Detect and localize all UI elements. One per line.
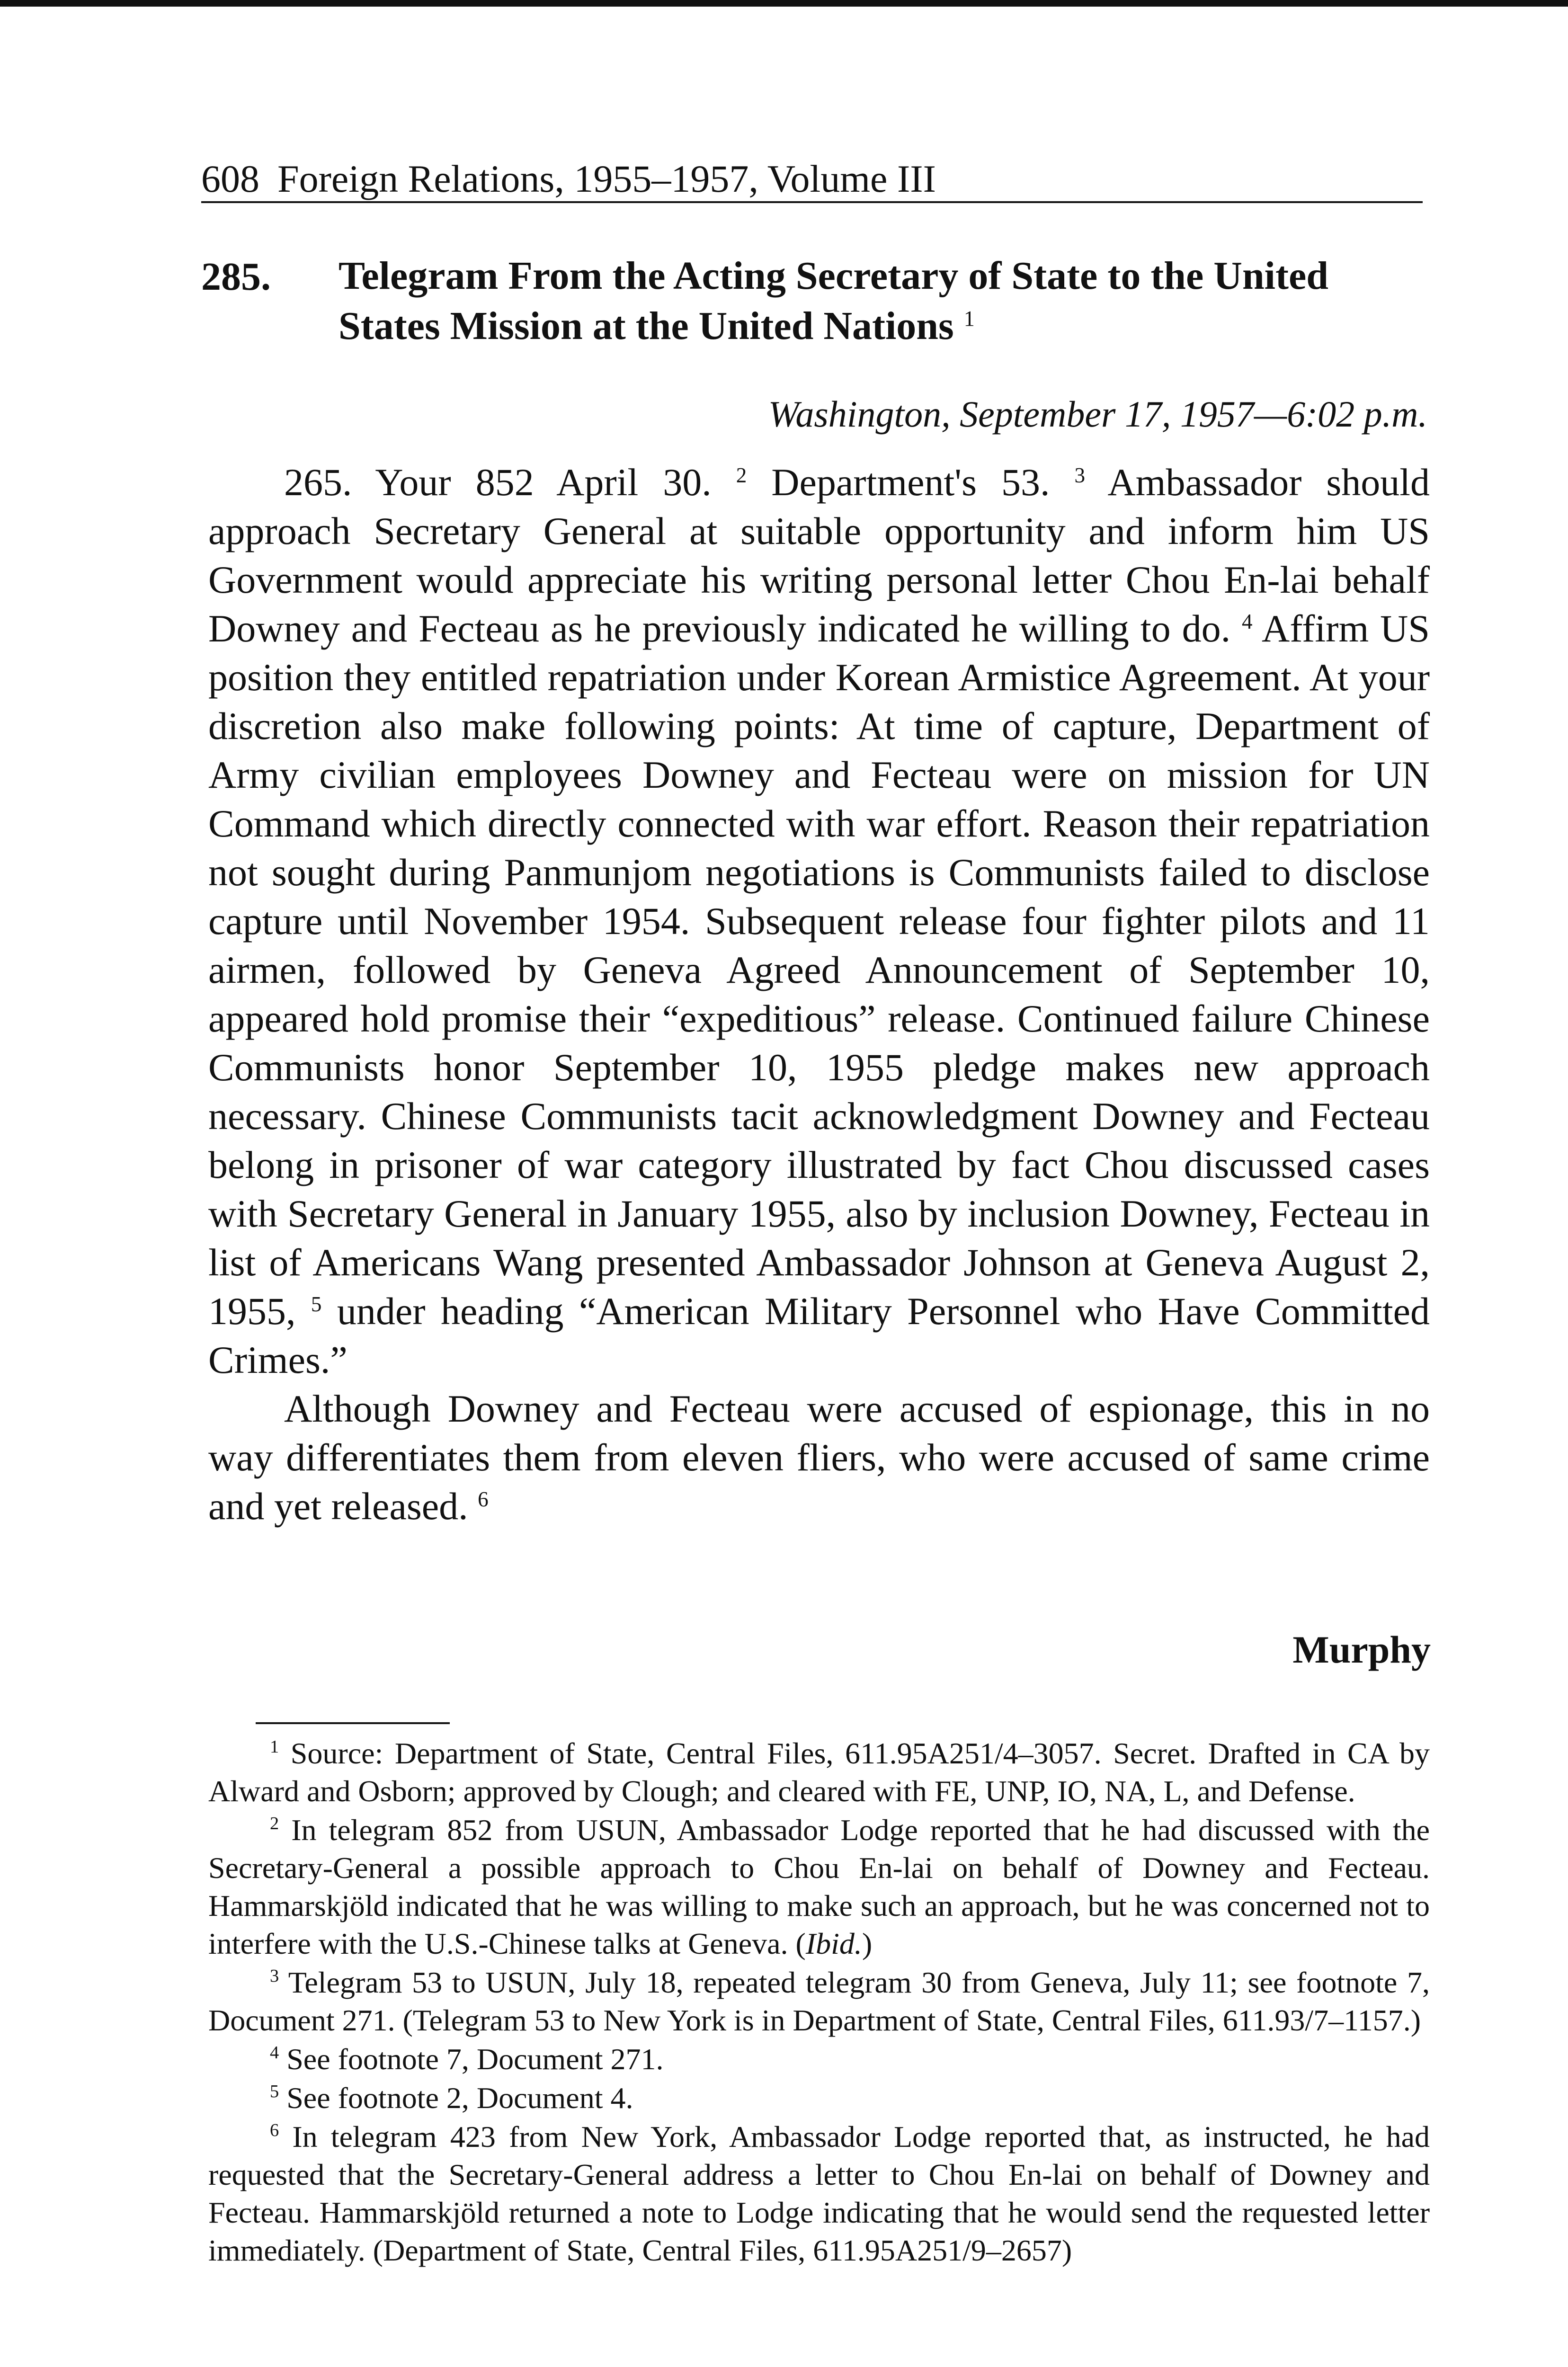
footnote-mark: 2 xyxy=(270,1813,279,1833)
body-paragraph xyxy=(208,458,1430,1384)
footnotes xyxy=(208,1735,1430,2270)
footnote xyxy=(208,1811,1430,1963)
footnote-ref: 3 xyxy=(1074,463,1085,487)
scan-edge-bar xyxy=(0,0,1568,7)
footnote xyxy=(208,2118,1430,2269)
page-number: 608 xyxy=(201,157,259,200)
signature: Murphy xyxy=(1292,1628,1431,1671)
document-title xyxy=(339,251,1427,351)
header-rule xyxy=(201,201,1423,203)
running-title: Foreign Relations, 1955–1957, Volume III xyxy=(277,157,936,200)
footnote-rule xyxy=(256,1722,450,1724)
footnote-text: See footnote 7, Document 271. xyxy=(286,2042,664,2076)
footnote-mark: 6 xyxy=(270,2120,279,2140)
footnote-text: Telegram 53 to USUN, July 18, repeated telegram 30 from Geneva, July 11; see footnote 7, Document 271. (Telegram 53 to New York is in Department of State, Central Files, 611.93/7–1157.) xyxy=(208,1966,1430,2037)
footnote-ref: 2 xyxy=(736,463,747,487)
body-sentence: Although Downey and Fecteau were accused of espionage, this in no way differentiates them from eleven fliers, who were accused of same crime and yet released. xyxy=(208,1387,1430,1528)
footnote xyxy=(208,2040,1430,2078)
body-sentence: Affirm US position they entitled repatriation under Korean Armistice Agreement. At your discretion also make following points: At time of capture, Department of Army civilian employees Downey and Fecteau were on mission for UN Command which directly connected with war effort. Reason their repatriation not sought during Panmunjom negotiations is Communists failed to disclose capture until November 1954. Subsequent release four fighter pilots and 11 airmen, followed by Geneva Agreed Announcement of September 10, appeared hold promise their “expeditious” release. Continued failure Chinese Communists honor September 10, 1955 pledge makes new approach necessary. Chinese Communists tacit acknowledgment Downey and Fecteau belong in prisoner of war category illustrated by fact Chou discussed cases with Secretary General in January 1955, also by inclusion Downey, Fecteau in list of Americans Wang presented Ambassador Johnson at Geneva August 2, 1955, xyxy=(208,607,1430,1333)
telegram-body xyxy=(208,458,1430,1531)
footnote-ibid: Ibid. xyxy=(805,1927,862,1960)
document-title-text: Telegram From the Acting Secretary of State to the United States Mission at the United Nations xyxy=(339,254,1328,348)
footnote-text: ) xyxy=(862,1927,873,1960)
footnote-text: In telegram 423 from New York, Ambassador Lodge reported that, as instructed, he had requested that the Secretary-General address a letter to Chou En-lai on behalf of Downey and Fecteau. Hammarskjöld returned a note to Lodge indicating that he would send the requested letter immediately. (Department of State, Central Files, 611.95A251/9–2657) xyxy=(208,2120,1430,2267)
footnote-mark: 4 xyxy=(270,2042,279,2063)
footnote-text: Source: Department of State, Central Files, 611.95A251/4–3057. Secret. Drafted in CA by Alward and Osborn; approved by Clough; and cleared with FE, UNP, IO, NA, L, and Defense. xyxy=(208,1736,1430,1808)
footnote xyxy=(208,1735,1430,1810)
body-paragraph xyxy=(208,1384,1430,1531)
running-head xyxy=(201,151,1423,207)
body-sentence: under heading “American Military Personnel who Have Committed Crimes.” xyxy=(208,1290,1430,1381)
footnote-text: In telegram 852 from USUN, Ambassador Lodge reported that he had discussed with the Secretary-General a possible approach to Chou En-lai on behalf of Downey and Fecteau. Hammarskjöld indicated that he was willing to make such an approach, but he was concerned not to interfere with the U.S.-Chinese talks at Geneva. ( xyxy=(208,1813,1430,1960)
footnote-ref: 6 xyxy=(478,1487,489,1511)
body-sentence: Ambassador should approach Secretary General at suitable opportunity and inform him US Government would appreciate his writing personal letter Chou En-lai behalf Downey and Fecteau as he previously indicated he willing to do. xyxy=(208,461,1430,650)
footnote-mark: 5 xyxy=(270,2081,279,2101)
footnote xyxy=(208,1964,1430,2039)
dateline: Washington, September 17, 1957—6:02 p.m. xyxy=(768,393,1427,435)
footnote-ref: 4 xyxy=(1242,609,1253,633)
body-sentence: Department's 53. xyxy=(771,461,1050,504)
footnote-ref: 5 xyxy=(311,1292,322,1316)
document-number: 285. xyxy=(201,255,271,299)
footnote-text: See footnote 2, Document 4. xyxy=(286,2081,633,2115)
footnote-mark: 3 xyxy=(270,1966,279,1986)
footnote-ref: 1 xyxy=(963,306,975,331)
footnote xyxy=(208,2079,1430,2117)
body-sentence: 265. Your 852 April 30. xyxy=(284,461,712,504)
footnote-mark: 1 xyxy=(270,1736,279,1757)
